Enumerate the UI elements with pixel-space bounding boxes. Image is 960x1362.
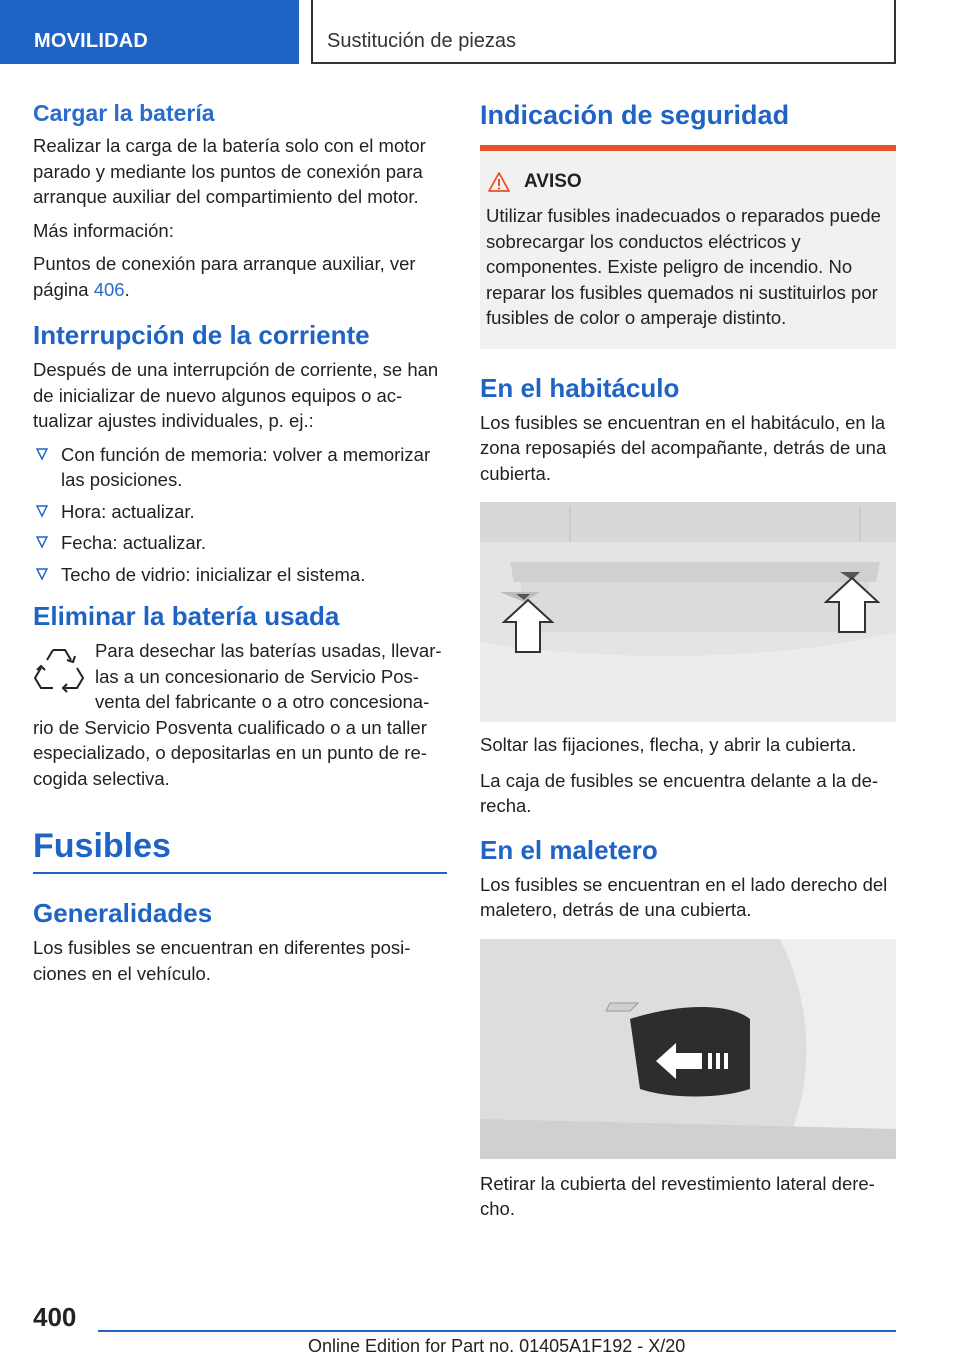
triangle-bullet-icon	[35, 567, 49, 581]
interrupcion-paragraph: Después de una interrupción de corriente, se han de inicializar de nuevo algunos equipos o ac-tualizar ajustes individuales, p. ej.:	[33, 359, 439, 431]
header-section-tab	[0, 0, 299, 64]
heading-cargar: Cargar la batería	[33, 100, 215, 126]
warning-text: Utilizar fusibles inadecuados o reparados puede sobrecargar los conductos eléctricos y componentes. Existe peligro de incendio. No reparar los fusibles quemados ni sustituirlos por fusibles de color o amperaje distinto.	[486, 205, 881, 328]
footer-rule	[98, 1330, 896, 1332]
maletero-paragraph: Los fusibles se encuentran en el lado derecho del maletero, detrás de una cubierta.	[480, 873, 888, 920]
interrupcion-list	[33, 442, 447, 588]
header-chapter-label: Sustitución de piezas	[327, 30, 517, 52]
heading-maletero: En el maletero	[480, 834, 658, 865]
triangle-bullet-icon	[35, 447, 49, 461]
warning-header	[486, 171, 890, 193]
list-item-text: Techo de vidrio: inicializar el sistema.	[61, 563, 366, 585]
cargar-paragraph-3-end: .	[124, 278, 130, 300]
fusibles-rule	[33, 872, 447, 874]
photo-footwell	[480, 502, 896, 722]
heading-habitaculo: En el habitáculo	[480, 372, 680, 403]
eliminar-paragraph: Para desechar las baterías usadas, llevar-las a un concesionario de Servicio Pos-venta del fabricante o a otro concesiona-rio de Servicio Posventa cualificado o a un taller especializado, o depositarlas en un punto de re-cogida selectiva.	[33, 640, 442, 789]
list-item-text: Fecha: actualizar.	[61, 532, 206, 553]
triangle-bullet-icon	[35, 535, 49, 549]
cargar-paragraph-3-text: Puntos de conexión para arranque auxiliar, ver página	[33, 253, 416, 300]
footer-edition: Online Edition for Part no. 01405A1F192 - X/20	[308, 1336, 686, 1356]
generalidades-paragraph: Los fusibles se encuentran en diferentes posi-ciones en el vehículo.	[33, 937, 411, 984]
warning-label: AVISO	[524, 171, 582, 192]
list-item	[33, 530, 447, 556]
heading-seguridad: Indicación de seguridad	[480, 100, 790, 130]
warning-triangle-icon	[488, 172, 510, 192]
list-item	[33, 499, 447, 525]
trunk-illustration	[480, 939, 896, 1159]
heading-interrupcion: Interrupción de la corriente	[33, 320, 370, 350]
header-section-label: MOVILIDAD	[34, 30, 149, 52]
cargar-paragraph-2: Más información:	[33, 219, 174, 241]
header-chapter-box	[311, 0, 896, 64]
heading-fusibles: Fusibles	[33, 827, 171, 865]
triangle-bullet-icon	[35, 504, 49, 518]
eliminar-block	[33, 638, 447, 791]
habitaculo-paragraph: Los fusibles se encuentran en el habitáculo, en la zona reposapiés del acompañante, detrás de una cubierta.	[480, 411, 887, 484]
maletero-caption-1: Retirar la cubierta del revestimiento lateral dere-cho.	[480, 1172, 875, 1219]
list-item	[33, 562, 447, 588]
cargar-paragraph-3	[33, 251, 447, 302]
left-column	[33, 100, 447, 986]
right-column	[480, 100, 896, 1222]
photo-trunk	[480, 939, 896, 1159]
list-item-text: Con función de memoria: volver a memorizar las posiciones.	[61, 443, 431, 490]
warning-box	[480, 145, 896, 349]
habitaculo-caption-2: La caja de fusibles se encuentra delante a la de-recha.	[480, 769, 879, 816]
page-link-406[interactable]: 406	[93, 278, 125, 300]
cargar-paragraph-1: Realizar la carga de la batería solo con el motor parado y mediante los puntos de conexión para arranque auxiliar del compartimiento del motor.	[33, 135, 426, 207]
list-item	[33, 442, 447, 493]
habitaculo-caption-1: Soltar las fijaciones, flecha, y abrir la cubierta.	[480, 734, 857, 755]
page-number: 400	[33, 1302, 77, 1332]
heading-eliminar: Eliminar la batería usada	[33, 601, 340, 631]
recycle-icon	[33, 642, 85, 694]
list-item-text: Hora: actualizar.	[61, 500, 195, 522]
heading-generalidades: Generalidades	[33, 898, 213, 928]
footwell-illustration	[480, 502, 896, 722]
